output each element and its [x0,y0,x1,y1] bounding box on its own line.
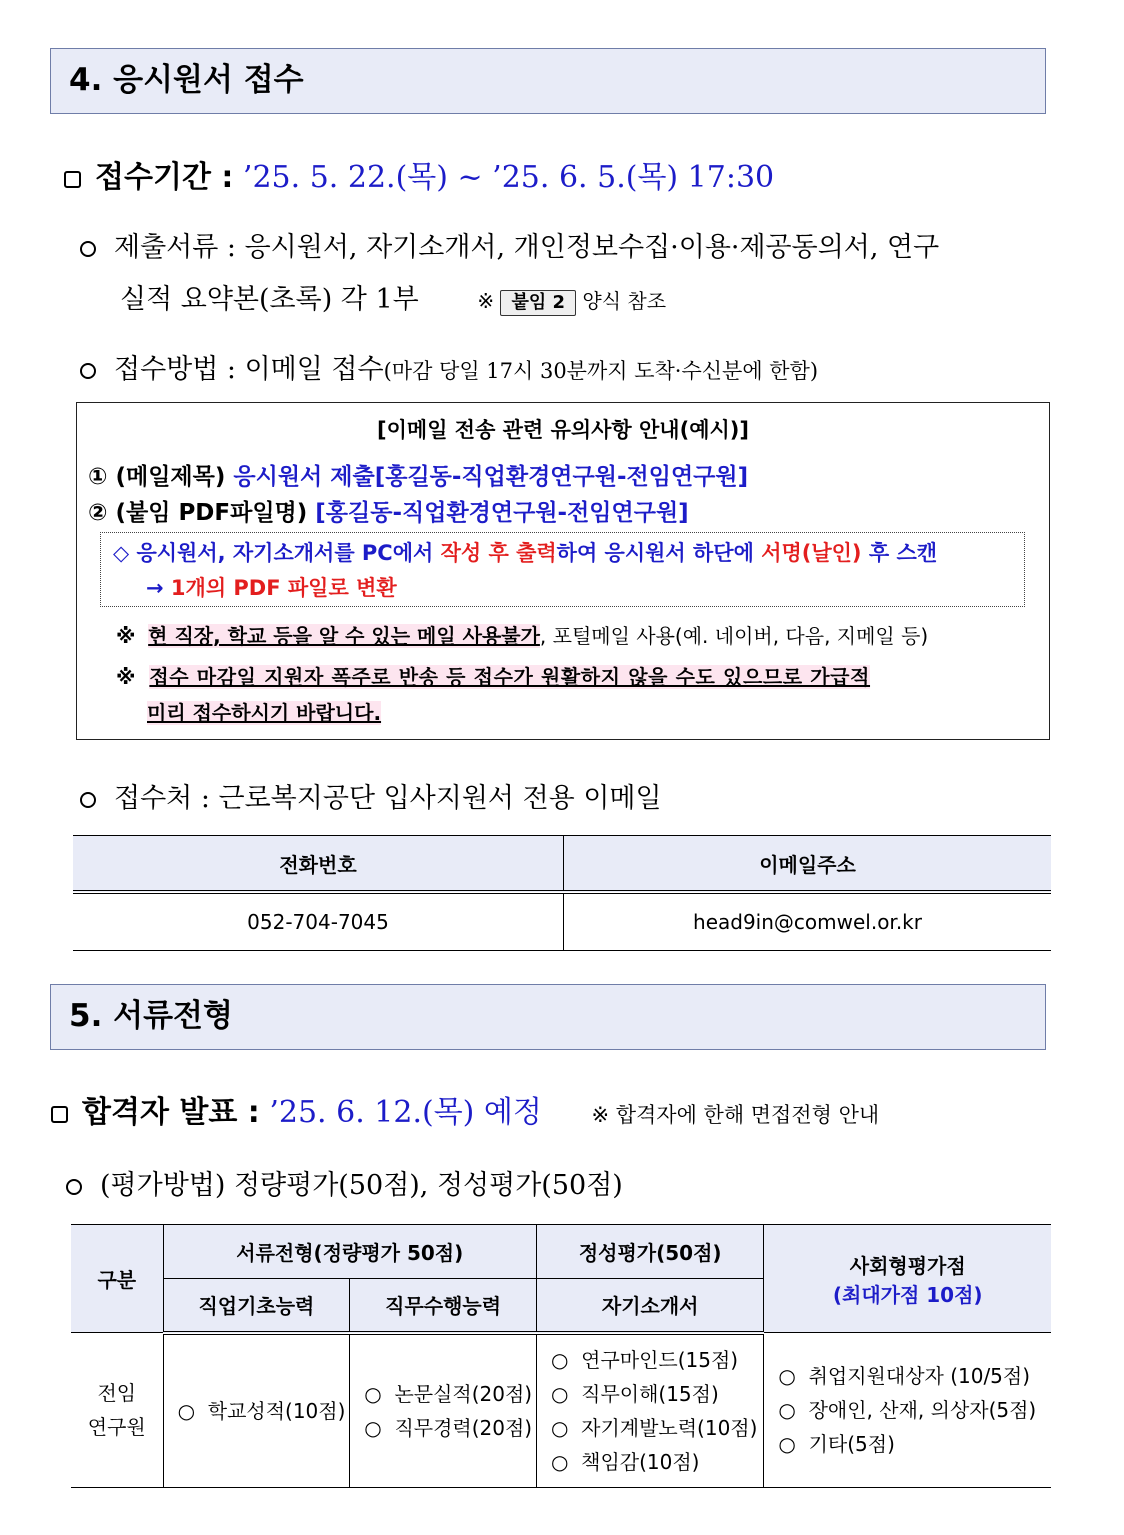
period-label: 접수기간 : [95,160,234,195]
list-item [551,1343,762,1377]
self-intro-header: 자기소개서 [536,1279,763,1333]
circle-bullet-icon [80,792,96,808]
bullet: ○ [778,1364,796,1388]
checkbox-square-icon [51,1106,68,1123]
dest-line [80,776,662,815]
docs-line-2 [120,277,666,316]
evaluation-table [71,1224,1051,1488]
warning-2-cont [147,697,381,726]
basic-ability-cell [163,1333,350,1488]
list-item [551,1377,762,1411]
notice-title: [이메일 전송 관련 유의사항 안내(예시)] [377,418,749,442]
item-text: 직무이해(15점) [581,1381,719,1406]
eval-method: (평가방법) 정량평가(50점), 정성평가(50점) [100,1170,623,1201]
phone-header: 전화번호 [73,836,564,893]
social-equity-max: (최대가점 10점) [832,1282,983,1307]
basic-ability-header: 직업기초능력 [163,1279,350,1333]
bullet: ○ [550,1449,569,1474]
bullet: ○ [778,1398,796,1422]
period-value: ’25. 5. 22.(목) ~ ’25. 6. 5.(목) 17:30 [242,160,775,195]
docs-text-2: 실적 요약본(초록) 각 1부 [120,284,419,315]
phone-value: 052-704-7045 [73,892,564,951]
item-text: 자기계발노력(10점) [581,1415,758,1440]
dest-label: 접수처 : 근로복지공단 입사지원서 전용 이메일 [114,783,662,814]
email-header: 이메일주소 [564,836,1052,893]
item-2-prefix: ② ( [88,500,126,526]
bullet: ○ [177,1398,196,1423]
social-equity-header [764,1225,1051,1333]
diamond-text-c: 하여 응시원서 하단에 [556,541,762,565]
announce-line [51,1087,879,1131]
item-1-close: ) [214,464,226,490]
job-ability-cell [350,1333,537,1488]
checkbox-square-icon [64,171,81,188]
item-1-prefix: ① ( [88,464,126,490]
docs-text-1: 제출서류 : 응시원서, 자기소개서, 개인정보수집·이용·제공동의서, 연구 [114,232,940,263]
item-text: 연구마인드(15점) [581,1347,739,1372]
announce-note: ※ 합격자에 한해 면접전형 안내 [591,1103,880,1127]
warning-1 [116,620,928,649]
social-equity-cell [764,1333,1051,1488]
diamond-text-a: ◇ 응시원서, 자기소개서를 PC에서 [113,541,441,565]
attachment-tag: 붙임 2 [500,290,576,316]
announce-label: 합격자 발표 : [82,1095,260,1130]
section-4-title: 4. 응시원서 접수 [50,48,1046,114]
warning-1-emphasis: 현 직장, 학교 등을 알 수 있는 메일 사용불가 [148,624,540,648]
bullet: ○ [778,1432,796,1456]
bullet: ○ [364,1381,382,1406]
period-line [64,152,774,196]
email-value: head9in@comwel.or.kr [564,892,1052,951]
bullet: ○ [550,1381,569,1406]
row-label [71,1333,163,1488]
docs-note-mark: ※ [477,289,495,313]
item-2-close: ) [296,500,308,526]
list-item [178,1394,349,1428]
method-detail: (마감 당일 17시 30분까지 도착·수신분에 한함) [383,359,819,383]
job-ability-header: 직무수행능력 [350,1279,537,1333]
item-text: 기타(5점) [808,1432,895,1456]
item-1-key: 메일제목 [126,464,215,490]
circle-bullet-icon [80,363,96,379]
list-item [551,1445,762,1479]
list-item [778,1359,1050,1393]
item-text: 학교성적(10점) [207,1398,346,1423]
list-item [778,1393,1050,1427]
bullet: ○ [550,1347,569,1372]
notice-item-2 [88,494,689,527]
warning-1-rest: , 포털메일 사용(예. 네이버, 다음, 지메일 등) [539,624,929,648]
doc-screening-header: 서류전형(정량평가 50점) [163,1225,536,1279]
social-equity-title: 사회형평가점 [849,1253,966,1278]
diamond-text-b: 작성 후 출력 [440,541,557,565]
warning-2 [116,661,870,690]
contact-table [73,835,1051,951]
list-item [364,1377,535,1411]
pdf-instruction-line-2 [146,572,397,602]
item-1-value: 응시원서 제출[홍길동-직업환경연구원-전임연구원] [233,464,749,490]
pdf-convert-text: 1개의 PDF 파일로 변환 [170,576,397,600]
item-text: 장애인, 산재, 의상자(5점) [808,1398,1037,1422]
item-text: 직무경력(20점) [394,1415,533,1440]
warning-2-line-1: 접수 마감일 지원자 폭주로 반송 등 접수가 원활하지 않을 수도 있으므로 가급적 [149,665,871,689]
qualitative-header: 정성평가(50점) [536,1225,763,1279]
diamond-text-d: 서명(날인) [761,541,862,565]
circle-bullet-icon [66,1179,82,1195]
section-5-title: 5. 서류전형 [50,984,1046,1050]
self-intro-cell [536,1333,763,1488]
docs-note-text: 양식 참조 [582,289,667,313]
eval-method-line [66,1163,623,1202]
list-item [364,1411,535,1445]
notice-item-1 [88,458,748,491]
bullet: ○ [550,1415,569,1440]
warning-2-mark: ※ [116,665,136,689]
category-header: 구분 [71,1225,163,1333]
row-label-2: 연구원 [87,1415,146,1439]
docs-line-1 [80,225,939,264]
list-item [778,1427,1050,1461]
warning-2-line-2: 미리 접수하시기 바랍니다. [147,701,382,725]
list-item [551,1411,762,1445]
diamond-text-e: 후 스캔 [861,541,938,565]
announce-value: ’25. 6. 12.(목) 예정 [269,1095,542,1130]
row-label-1: 전임 [97,1381,137,1405]
pdf-instruction-line-1 [113,537,937,567]
item-text: 취업지원대상자 (10/5점) [808,1364,1031,1388]
circle-bullet-icon [80,241,96,257]
item-2-key: 붙임 PDF파일명 [126,500,297,526]
item-text: 책임감(10점) [581,1449,700,1474]
item-2-value: [홍길동-직업환경연구원-전임연구원] [315,500,689,526]
item-text: 논문실적(20점) [394,1381,533,1406]
warning-1-mark: ※ [116,624,136,648]
method-label: 접수방법 : 이메일 접수 [114,354,384,385]
arrow-text: → [146,576,171,600]
method-line [80,347,818,386]
bullet: ○ [364,1415,382,1440]
